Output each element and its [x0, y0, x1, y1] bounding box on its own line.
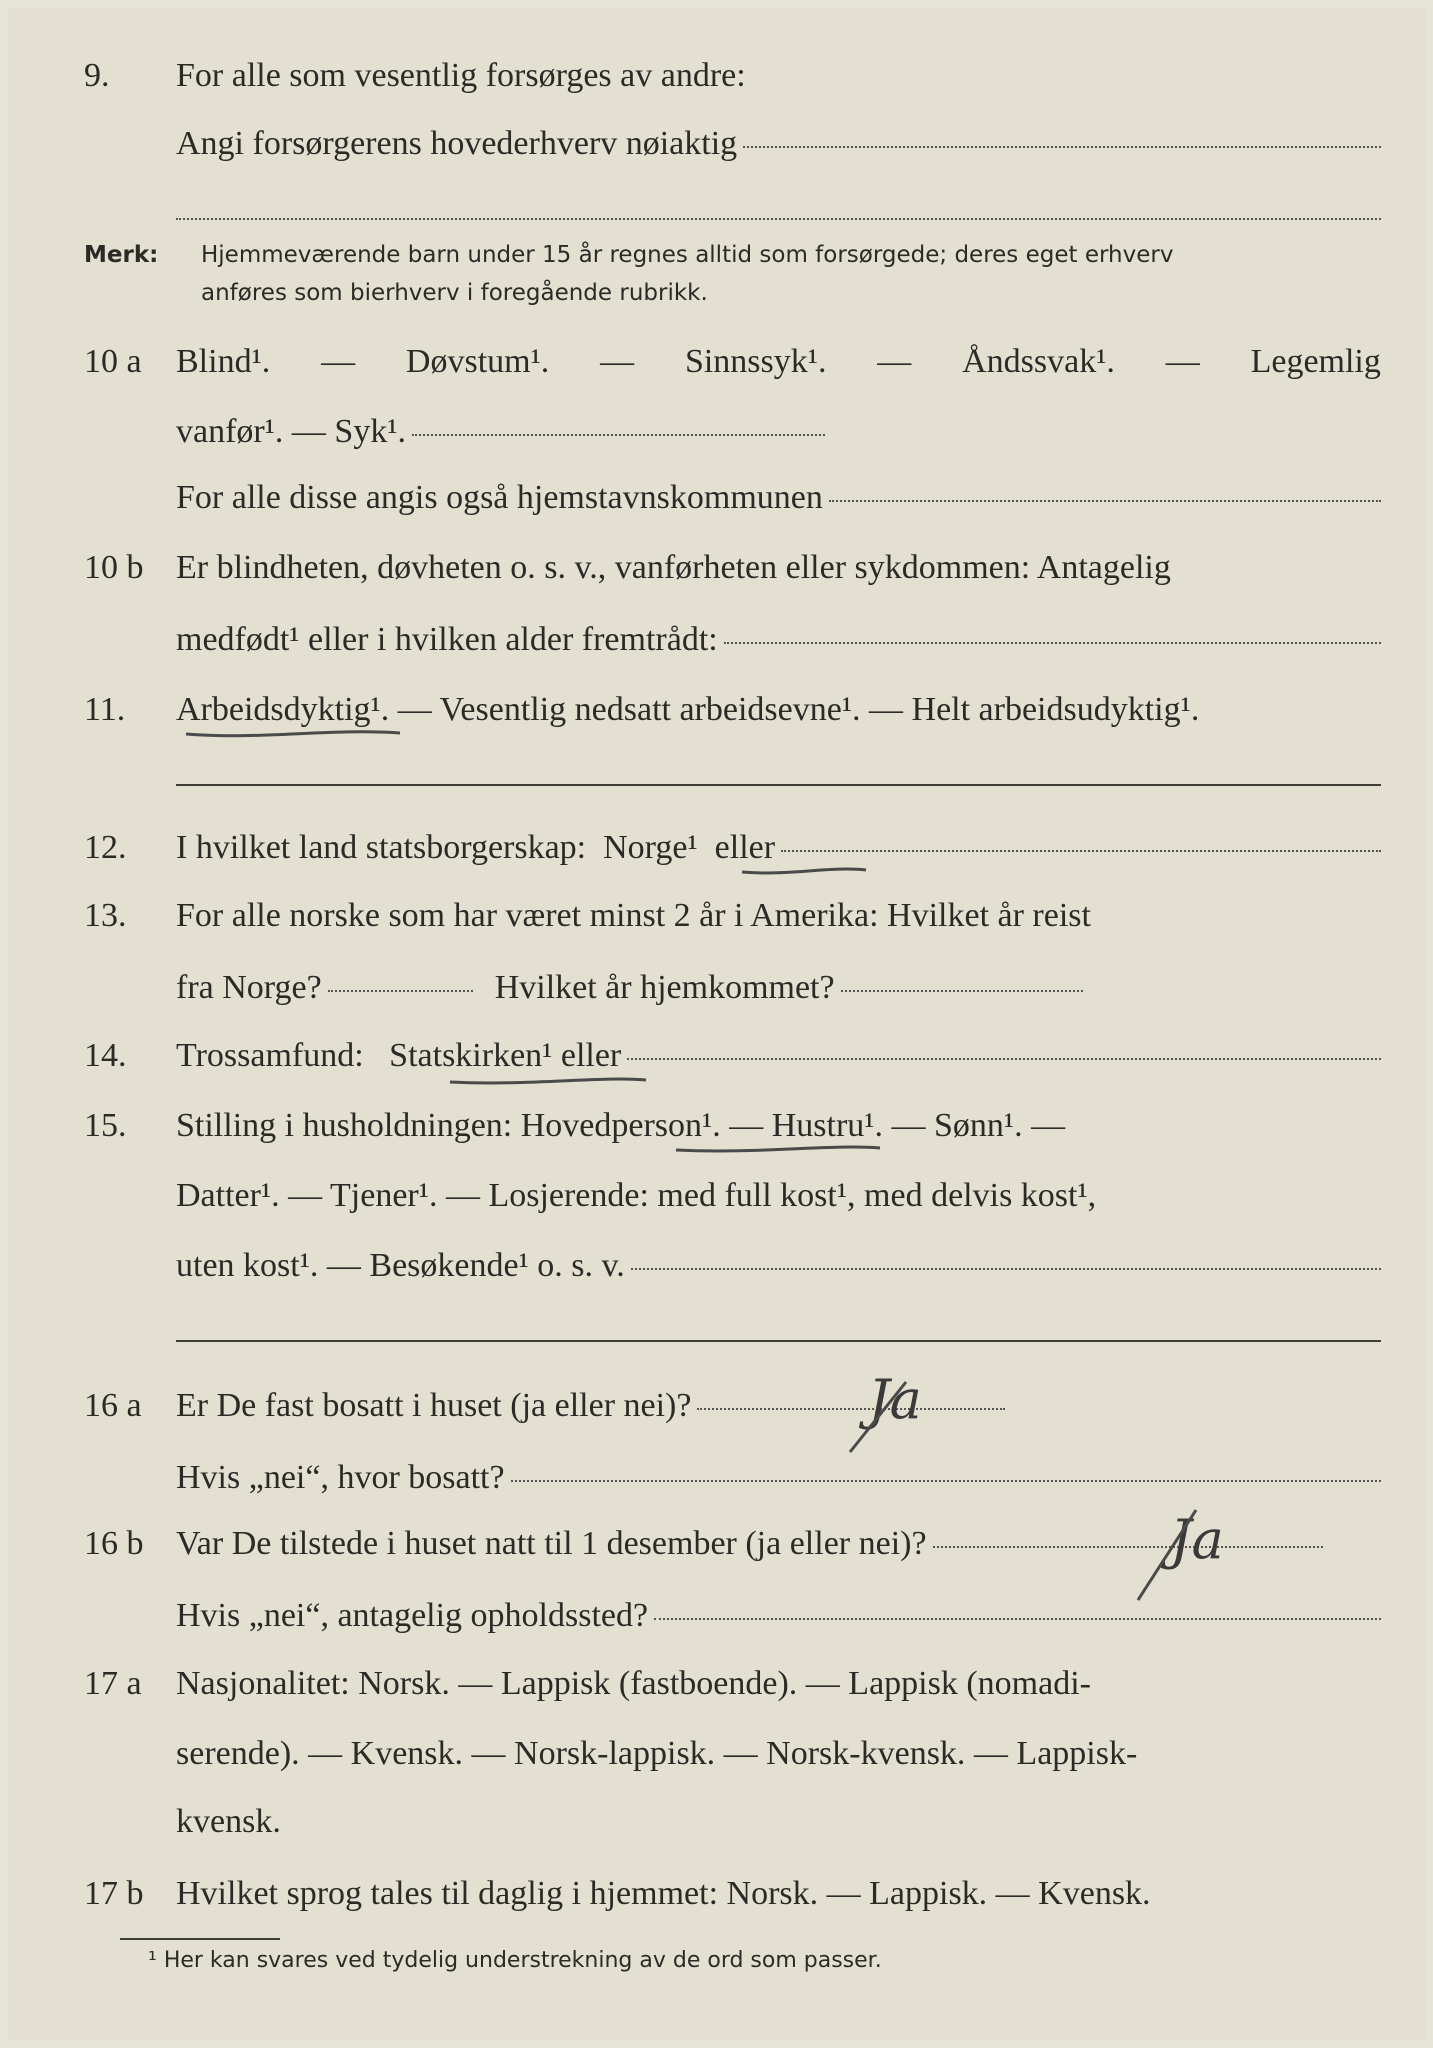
q13-left-label: fra Norge? — [176, 969, 322, 1006]
merk-line-2: anføres som bierhverv i foregående rubrikk. — [201, 280, 708, 306]
q10a-hometown-field[interactable] — [829, 500, 1381, 502]
q16a-question: Er De fast bosatt i huset (ja eller nei)? — [176, 1387, 692, 1424]
q12-number: 12. — [84, 829, 127, 866]
q9-number: 9. — [84, 57, 110, 94]
q10a-option[interactable]: Åndssvak¹. — [962, 343, 1115, 380]
q10a-hometown-label: For alle disse angis også hjemstavnskommunen — [176, 479, 823, 516]
q15-field[interactable] — [631, 1268, 1381, 1270]
q10a-number: 10 a — [84, 343, 142, 380]
q14-option-statskirken[interactable]: Statskirken¹ — [389, 1037, 553, 1074]
q9-provider-field[interactable] — [743, 146, 1381, 148]
q10b-question: Er blindheten, døvheten o. s. v., vanførheten eller sykdommen: Antagelig — [176, 549, 1171, 586]
q13-number: 13. — [84, 897, 127, 934]
q12-field[interactable] — [781, 850, 1381, 852]
q16b-location-label: Hvis „nei“, antagelig opholdssted? — [176, 1597, 649, 1634]
q10b-number: 10 b — [84, 549, 144, 586]
q14-suffix: eller — [560, 1037, 622, 1074]
q16b-number: 16 b — [84, 1525, 144, 1562]
q14-number: 14. — [84, 1037, 127, 1074]
q16a-handwritten-answer: Ja — [868, 1368, 922, 1431]
footnote-divider — [120, 1938, 280, 1940]
q17b-number: 17 b — [84, 1875, 144, 1912]
q17a-number: 17 a — [84, 1665, 142, 1702]
q10a-option: — — [321, 343, 356, 380]
q16a-answer-field[interactable] — [697, 1408, 1005, 1410]
q17a-options-1: Nasjonalitet: Norsk. — Lappisk (fastboende). — Lappisk (nomadi- — [176, 1665, 1091, 1702]
q16b-handwritten-answer: Ja — [1170, 1508, 1224, 1571]
q10a-field[interactable] — [412, 434, 825, 436]
merk-label: Merk: — [84, 242, 159, 268]
section-divider-2 — [176, 1340, 1381, 1342]
q16b-location-field[interactable] — [654, 1618, 1381, 1620]
q10a-options-2: vanfør¹. — Syk¹. — [176, 413, 407, 450]
q16a-where-field[interactable] — [511, 1480, 1381, 1482]
q10a-options — [176, 342, 1381, 382]
q17a-options-2: serende). — Kvensk. — Norsk-lappisk. — Norsk-kvensk. — Lappisk- — [176, 1735, 1138, 1772]
section-divider-1 — [176, 784, 1381, 786]
q10a-option: — — [600, 343, 635, 380]
q12-option-norge[interactable]: Norge¹ — [603, 829, 698, 866]
q10b-age-label: medfødt¹ eller i hvilken alder fremtrådt: — [176, 621, 718, 658]
q10a-option[interactable]: Blind¹. — [176, 343, 271, 380]
q16a-number: 16 a — [84, 1387, 142, 1424]
footnote: ¹ Her kan svares ved tydelig understrekning av de ord som passer. — [148, 1948, 882, 1973]
q13-return-field[interactable] — [841, 990, 1083, 992]
q9-provider-label: Angi forsørgerens hovederhverv nøiaktig — [176, 125, 738, 162]
q15-options-3: uten kost¹. — Besøkende¹ o. s. v. — [176, 1247, 625, 1284]
merk-note — [84, 236, 1383, 316]
merk-line-1: Hjemmeværende barn under 15 år regnes alltid som forsørgede; deres eget erhverv — [201, 242, 1174, 268]
q13-return-label: Hvilket år hjemkommet? — [494, 969, 835, 1006]
q11-options: Arbeidsdyktig¹. — Vesentlig nedsatt arbeidsevne¹. — Helt arbeidsudyktig¹. — [176, 691, 1200, 728]
q15-options-1: Stilling i husholdningen: Hovedperson¹. — Hustru¹. — Sønn¹. — — [176, 1107, 1066, 1144]
q17b-options: Hvilket sprog tales til daglig i hjemmet: Norsk. — Lappisk. — Kvensk. — [176, 1875, 1151, 1912]
q14-field[interactable] — [627, 1058, 1381, 1060]
q9-extra-field[interactable] — [176, 218, 1381, 220]
q10a-option: — — [877, 343, 912, 380]
q12-suffix: eller — [714, 829, 776, 866]
q9-question: For alle som vesentlig forsørges av andre: — [176, 57, 746, 94]
q16b-answer-field[interactable] — [933, 1546, 1323, 1548]
q10a-option[interactable]: Døvstum¹. — [405, 343, 550, 380]
q10b-age-field[interactable] — [724, 642, 1381, 644]
q13-left-field[interactable] — [328, 990, 473, 992]
q15-options-2: Datter¹. — Tjener¹. — Losjerende: med full kost¹, med delvis kost¹, — [176, 1177, 1097, 1214]
q16b-question: Var De tilstede i huset natt til 1 desember (ja eller nei)? — [176, 1525, 927, 1562]
q10a-option: — — [1165, 343, 1200, 380]
q10a-option[interactable]: Legemlig — [1250, 343, 1381, 380]
q17a-options-3: kvensk. — [176, 1803, 281, 1840]
q16a-where-label: Hvis „nei“, hvor bosatt? — [176, 1459, 505, 1496]
q10a-option[interactable]: Sinnssyk¹. — [684, 343, 827, 380]
q14-question: Trossamfund: — [176, 1037, 364, 1074]
q15-number: 15. — [84, 1107, 127, 1144]
q12-question: I hvilket land statsborgerskap: — [176, 829, 587, 866]
q13-question: For alle norske som har været minst 2 år i Amerika: Hvilket år reist — [176, 897, 1091, 934]
q11-number: 11. — [84, 691, 126, 728]
